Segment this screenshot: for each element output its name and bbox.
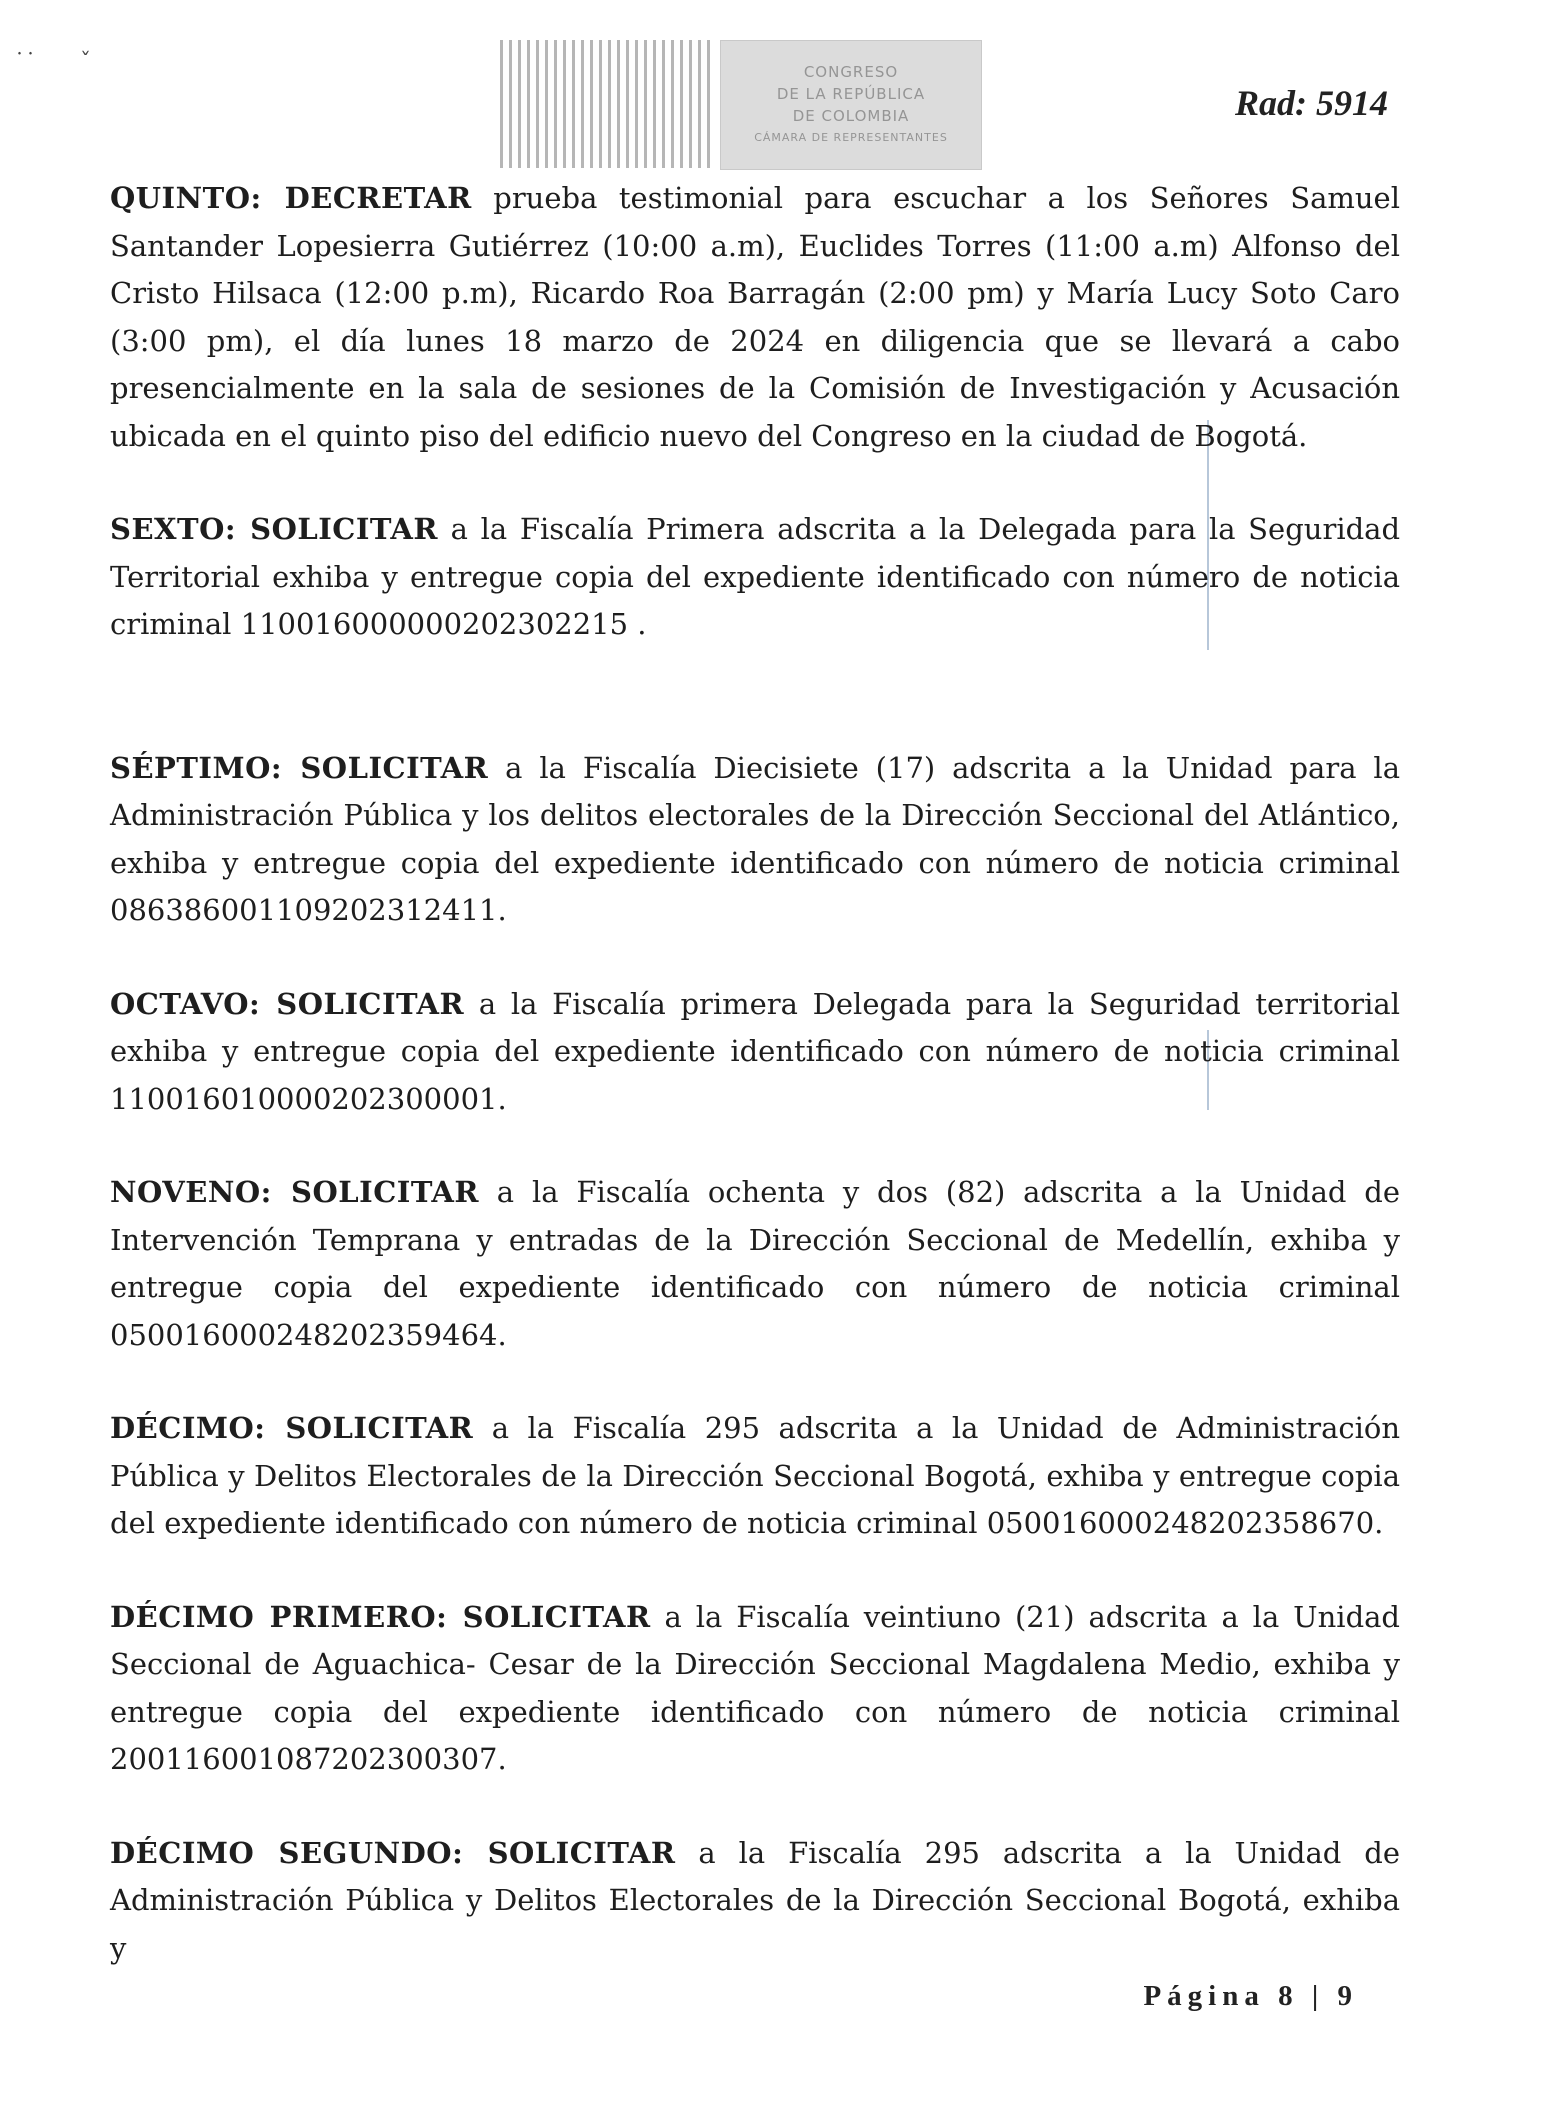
paragraph-text: prueba testimonial para escuchar a los Señores Samuel Santander Lopesierra Gutiérrez (10:00 a.m), Euclides Torres (11:00 a.m) Alfonso del Cristo Hilsaca (12:00 p.m), Ricardo Roa Barragán (2:00 pm) y María Lucy Soto Caro (3:00 pm), el día lunes 18 marzo de 2024 en diligencia que se llevará a cabo presencialmente en la sala de sesiones de la Comisión de Investigación y Acusación ubicada en el quinto piso del edificio nuevo del Congreso en la ciudad de Bogotá.: [110, 181, 1400, 453]
paragraph-text: a la Fiscalía Diecisiete (17) adscrita a la Unidad para la Administración Pública y los delitos electorales de la Dirección Seccional del Atlántico, exhiba y entregue copia del expediente identificado con número de noticia criminal 086386001109202312411.: [110, 750, 1400, 927]
barcode-icon: [500, 40, 715, 168]
paragraph-text: a la Fiscalía 295 adscrita a la Unidad de Administración Pública y Delitos Electorales de la Dirección Seccional Bogotá, exhiba y: [110, 1835, 1400, 1965]
filing-stamp: [500, 40, 980, 168]
paragraph-quinto: [110, 175, 1400, 460]
paragraph-octavo: [110, 981, 1400, 1124]
paragraph-heading: DÉCIMO SEGUNDO: SOLICITAR: [110, 1835, 676, 1870]
paragraph-heading: DÉCIMO: SOLICITAR: [110, 1411, 474, 1445]
paragraph-heading: SÉPTIMO: SOLICITAR: [110, 750, 489, 785]
paragraph-text: a la Fiscalía ochenta y dos (82) adscrita a la Unidad de Intervención Temprana y entradas de la Dirección Seccional de Medellín, exhiba y entregue copia del expediente identificado con número de noticia criminal 050016000248202359464.: [110, 1175, 1400, 1352]
scan-mark: ˙˙: [14, 50, 36, 75]
paragraph-decimo-segundo: [110, 1830, 1400, 1973]
paragraph-text: a la Fiscalía primera Delegada para la Seguridad territorial exhiba y entregue copia del expediente identificado con número de noticia criminal 110016010000202300001.: [110, 986, 1401, 1116]
paragraph-decimo: [110, 1405, 1400, 1548]
paragraph-text: a la Fiscalía Primera adscrita a la Delegada para la Seguridad Territorial exhiba y entregue copia del expediente identificado con número de noticia criminal 110016000000202302215 .: [110, 512, 1401, 641]
radicado-number: Rad: 5914: [1235, 83, 1388, 123]
paragraph-heading: DÉCIMO PRIMERO: SOLICITAR: [110, 1599, 651, 1634]
paragraph-heading: SEXTO: SOLICITAR: [110, 512, 439, 546]
paragraph-text: a la Fiscalía 295 adscrita a la Unidad de Administración Pública y Delitos Electorales de la Dirección Seccional Bogotá, exhiba y entregue copia del expediente identificado con número de noticia criminal 050016000248202358670.: [110, 1411, 1401, 1540]
paragraph-sexto: [110, 506, 1400, 649]
page-number: Página 8 | 9: [1143, 1980, 1358, 2012]
paragraph-text: a la Fiscalía veintiuno (21) adscrita a la Unidad Seccional de Aguachica- Cesar de la Dirección Seccional Magdalena Medio, exhiba y entregue copia del expediente identificado con número de noticia criminal 200116001087202300307.: [110, 1599, 1400, 1776]
paragraph-heading: NOVENO: SOLICITAR: [110, 1175, 479, 1209]
paragraph-noveno: [110, 1169, 1400, 1359]
congress-seal: CONGRESO DE LA REPÚBLICA DE COLOMBIA CÁMARA DE REPRESENTANTES: [720, 40, 982, 170]
scan-mark: ˇ: [80, 50, 91, 75]
document-body: [110, 175, 1400, 2018]
paragraph-septimo: [110, 745, 1400, 935]
paragraph-heading: OCTAVO: SOLICITAR: [110, 986, 465, 1021]
paragraph-heading: QUINTO: DECRETAR: [110, 181, 472, 215]
paragraph-decimo-primero: [110, 1594, 1400, 1784]
